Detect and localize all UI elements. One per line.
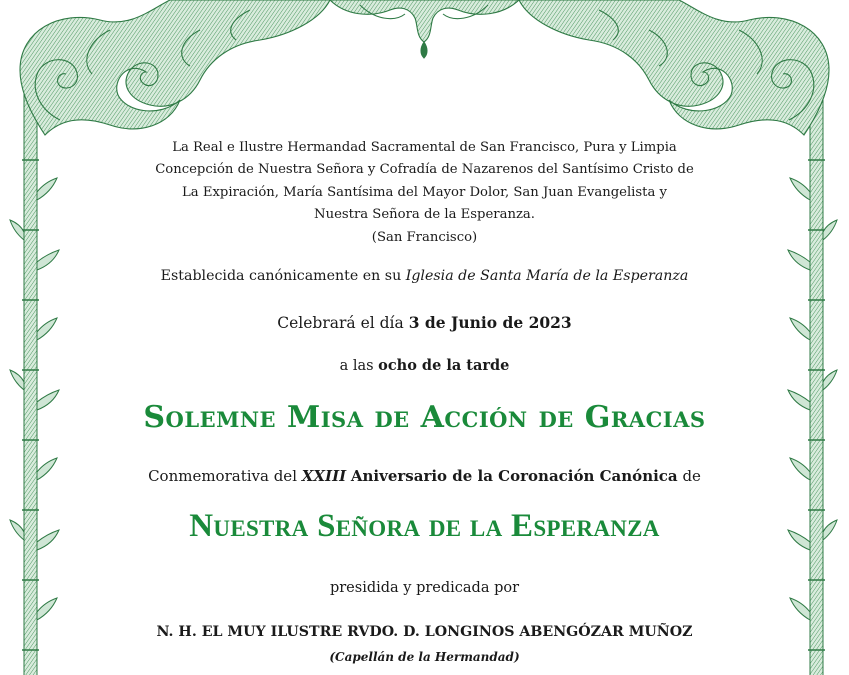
brotherhood-name-line: Nuestra Señora de la Esperanza. [314,207,535,223]
brotherhood-name-line: (San Francisco) [371,229,478,245]
mass-title: Solemne Misa de Acción de Gracias [143,400,706,435]
anniversary-text: Aniversario de la Coronación Canónica [350,467,678,485]
commemoration-line [90,467,759,485]
invitation-body [90,0,759,675]
date-line [90,313,759,332]
brotherhood-name-line: La Real e Ilustre Hermandad Sacramental de San Francisco, Pura y Limpia [172,140,677,155]
priest-name: N. H. EL MUY ILUSTRE RVDO. D. LONGINOS ABENGÓZAR MUÑOZ [156,624,693,640]
event-time: ocho de la tarde [378,357,510,374]
date-prefix: Celebrará el día [277,314,404,332]
commemoration-prefix: Conmemorativa del [148,467,297,485]
time-prefix: a las [339,358,374,374]
priest-role: (Capellán de la Hermandad) [329,650,520,664]
commemoration-suffix: de [682,467,701,485]
bamboo-column-right-icon [788,80,837,675]
bamboo-column-left-icon [10,80,59,675]
establishment-prefix: Establecida canónicamente en su [160,268,402,284]
event-date: 3 de Junio de 2023 [408,313,572,332]
presided-by: presidida y predicada por [329,580,520,596]
time-line [90,357,759,374]
church-name: Iglesia de Santa María de la Esperanza [405,268,689,284]
brotherhood-name-line: La Expiración, María Santísima del Mayor Dolor, San Juan Evangelista y [182,184,667,200]
brotherhood-name [90,137,759,249]
anniversary-ordinal: XXIII [301,467,347,485]
brotherhood-name-line: Concepción de Nuestra Señora y Cofradía de Nazarenos del Santísimo Cristo de [155,162,694,178]
establishment-line [90,268,759,284]
virgin-name: Nuestra Señora de la Esperanza [189,508,660,544]
